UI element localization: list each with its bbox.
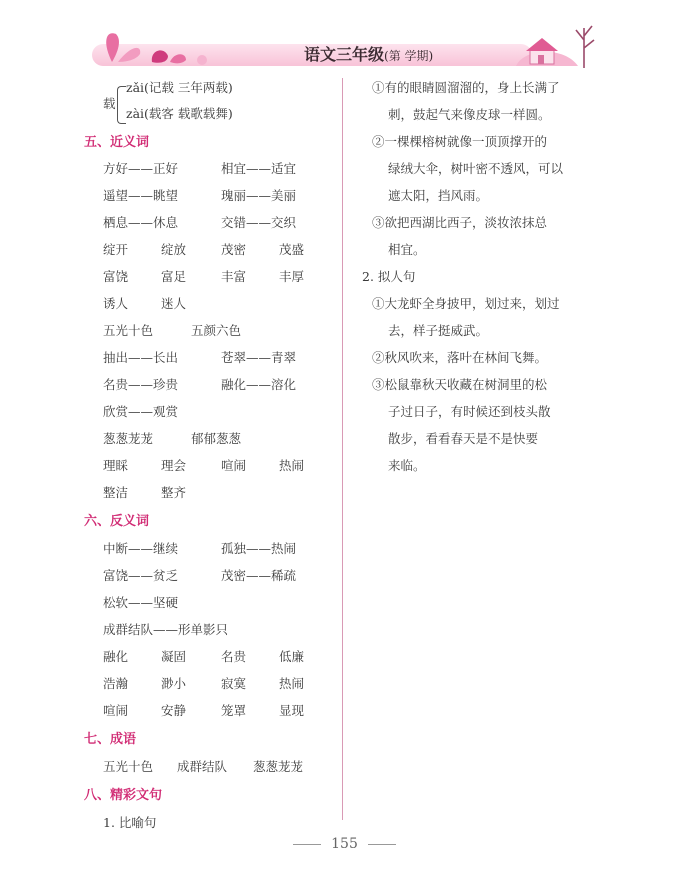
word: 五颜六色 xyxy=(191,323,242,338)
word: 茂盛 xyxy=(279,242,305,257)
section-heading-synonyms: 五、近义词 xyxy=(84,135,150,150)
text-line: 去，样子挺威武。 xyxy=(388,323,489,338)
text-line: 散步，看看春天是不是快要 xyxy=(388,431,539,446)
word: 寂寞 xyxy=(221,676,247,691)
text-line: 来临。 xyxy=(388,458,426,473)
page-header xyxy=(72,22,602,70)
word: 绽开 xyxy=(103,242,129,257)
word: 绽放 xyxy=(161,242,187,257)
word-pair: 成群结队——形单影只 xyxy=(103,622,229,637)
word-pair: 中断——继续 xyxy=(103,541,179,556)
word: 整齐 xyxy=(161,485,187,500)
page-number: 155 xyxy=(331,836,358,852)
word: 理会 xyxy=(161,458,187,473)
word: 整洁 xyxy=(103,485,129,500)
house-tree-decoration-icon xyxy=(504,22,602,72)
word-pair: 欣赏——观赏 xyxy=(103,404,179,419)
footer-rule xyxy=(293,844,321,845)
word: 热闹 xyxy=(279,676,305,691)
word-pair: 遥望——眺望 xyxy=(103,188,179,203)
brace xyxy=(117,86,126,124)
idiom: 五光十色 xyxy=(103,759,154,774)
word: 渺小 xyxy=(161,676,187,691)
text-line: 刺，鼓起气来像皮球一样圆。 xyxy=(388,107,551,122)
flower-decoration-icon xyxy=(82,22,222,70)
word: 诱人 xyxy=(103,296,129,311)
word: 喧闹 xyxy=(221,458,247,473)
word: 笼罩 xyxy=(221,703,247,718)
word: 富饶 xyxy=(103,269,129,284)
subheading-simile: 1. 比喻句 xyxy=(103,815,157,830)
word-pair: 名贵——珍贵 xyxy=(103,377,179,392)
word: 丰厚 xyxy=(279,269,305,284)
word: 富足 xyxy=(161,269,187,284)
word-pair: 富饶——贫乏 xyxy=(103,568,179,583)
idiom: 成群结队 xyxy=(177,759,228,774)
text-line: 相宜。 xyxy=(388,242,426,257)
page-footer xyxy=(0,836,689,852)
text-line: 绿绒大伞，树叶密不透风，可以 xyxy=(388,161,564,176)
text-line: ②一棵棵榕树就像一顶顶撑开的 xyxy=(372,134,548,149)
word-pair: 抽出——长出 xyxy=(103,350,179,365)
text-line: 遮太阳，挡风雨。 xyxy=(388,188,489,203)
header-title xyxy=(304,42,433,65)
word: 名贵 xyxy=(221,649,247,664)
column-divider xyxy=(342,78,343,820)
word: 郁郁葱葱 xyxy=(191,431,242,446)
zai-reading-1: zǎi(记载 三年两载) xyxy=(126,80,233,95)
word: 凝固 xyxy=(161,649,187,664)
text-line: ③欲把西湖比西子，淡妆浓抹总 xyxy=(372,215,548,230)
zai-reading-2: zài(载客 载歌载舞) xyxy=(126,106,233,121)
section-heading-idioms: 七、成语 xyxy=(84,732,137,747)
word-pair: 茂密——稀疏 xyxy=(221,568,297,583)
text-line: 子过日子，有时候还到枝头散 xyxy=(388,404,551,419)
idiom: 葱葱茏茏 xyxy=(253,759,304,774)
header-title-text: 语文三年级 xyxy=(304,45,385,64)
text-line: ③松鼠靠秋天收藏在树洞里的松 xyxy=(372,377,548,392)
word-pair: 苍翠——青翠 xyxy=(221,350,297,365)
text-line: ①大龙虾全身披甲，划过来，划过 xyxy=(372,296,560,311)
word: 低廉 xyxy=(279,649,305,664)
text-line: ②秋风吹来，落叶在林间飞舞。 xyxy=(372,350,548,365)
word-pair: 松软——坚硬 xyxy=(103,595,179,610)
word: 理睬 xyxy=(103,458,129,473)
word: 葱葱茏茏 xyxy=(103,431,154,446)
subheading-personification: 2. 拟人句 xyxy=(362,269,416,284)
word-pair: 孤独——热闹 xyxy=(221,541,297,556)
word-pair: 瑰丽——美丽 xyxy=(221,188,297,203)
word: 迷人 xyxy=(161,296,187,311)
word: 茂密 xyxy=(221,242,247,257)
word: 丰富 xyxy=(221,269,247,284)
word: 浩瀚 xyxy=(103,676,129,691)
word-pair: 融化——溶化 xyxy=(221,377,297,392)
header-subtitle: (第 学期) xyxy=(384,49,434,63)
word-pair: 相宜——适宜 xyxy=(221,161,297,176)
section-heading-antonyms: 六、反义词 xyxy=(84,514,150,529)
word: 喧闹 xyxy=(103,703,129,718)
zai-char: 载 xyxy=(103,96,116,111)
word: 热闹 xyxy=(279,458,305,473)
word-pair: 方好——正好 xyxy=(103,161,179,176)
word: 安静 xyxy=(161,703,187,718)
word: 融化 xyxy=(103,649,129,664)
word: 显现 xyxy=(279,703,305,718)
section-heading-sentences: 八、精彩文句 xyxy=(84,788,163,803)
word: 五光十色 xyxy=(103,323,154,338)
footer-rule xyxy=(368,844,396,845)
text-line: ①有的眼睛圆溜溜的，身上长满了 xyxy=(372,80,560,95)
word-pair: 栖息——休息 xyxy=(103,215,179,230)
word-pair: 交错——交织 xyxy=(221,215,297,230)
